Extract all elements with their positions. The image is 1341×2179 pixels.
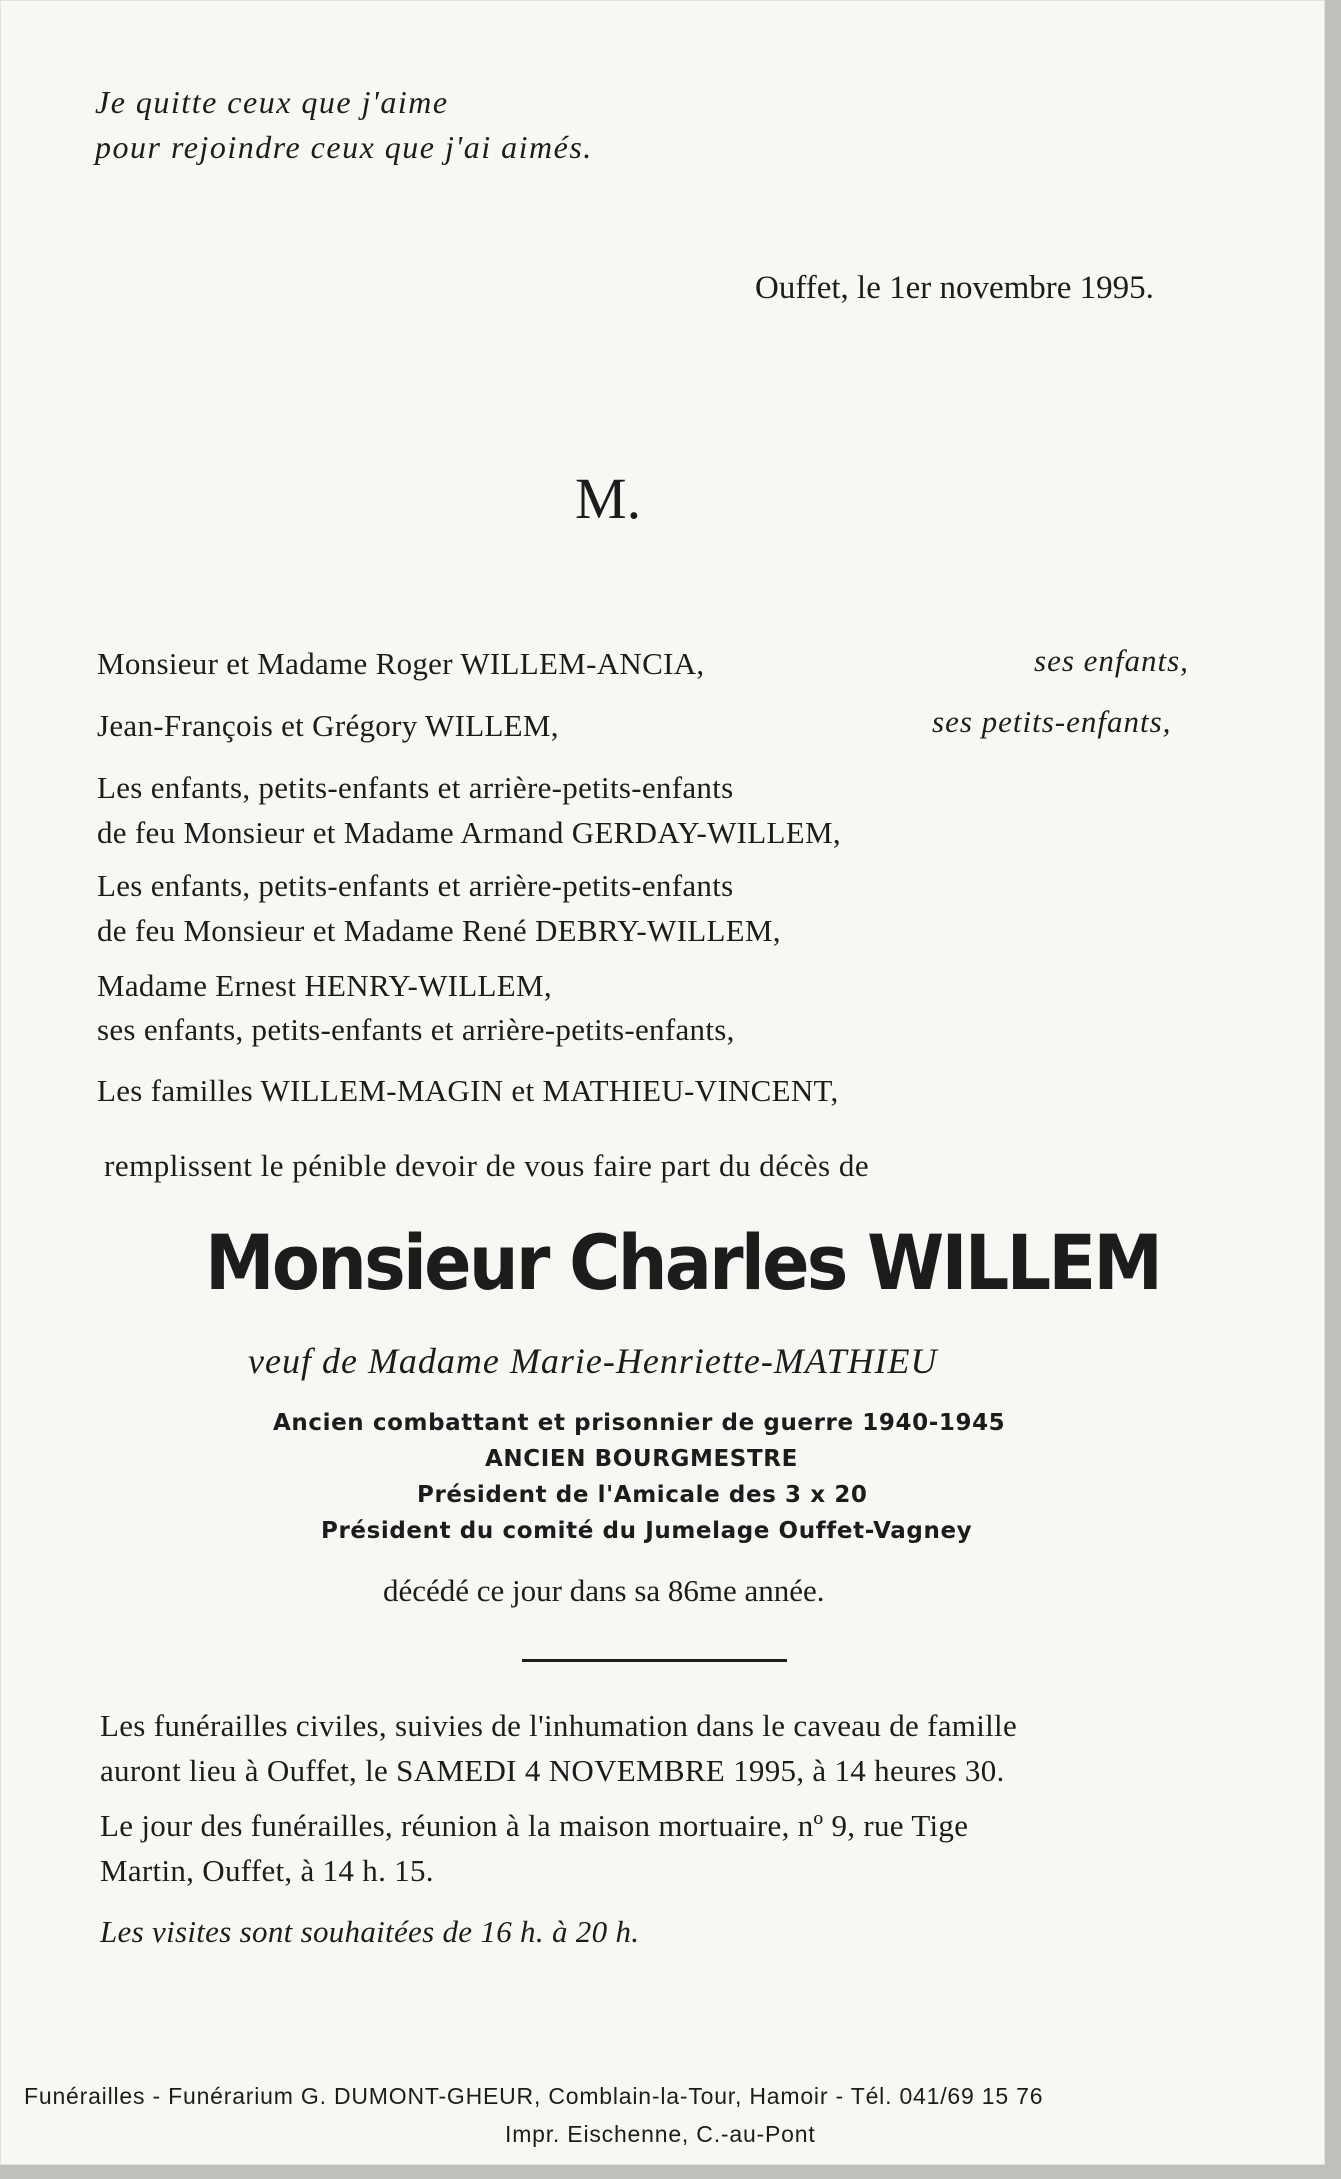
family-relation: ses petits-enfants, <box>932 704 1172 739</box>
family-line: Madame Ernest HENRY-WILLEM, <box>97 968 552 1003</box>
family-line: ses enfants, petits-enfants et arrière-petits-enfants, <box>97 1012 735 1047</box>
family-line: Les familles WILLEM-MAGIN et MATHIEU-VINCENT, <box>97 1073 839 1108</box>
announcement: remplissent le pénible devoir de vous faire part du décès de <box>104 1148 870 1183</box>
title-line: Président de l'Amicale des 3 x 20 <box>417 1482 868 1508</box>
deceased-name: Monsieur Charles WILLEM <box>205 1218 1161 1307</box>
family-relation: ses enfants, <box>1034 643 1189 678</box>
death-line: décédé ce jour dans sa 86me année. <box>383 1573 825 1608</box>
funeral-line: Martin, Ouffet, à 14 h. 15. <box>100 1853 434 1888</box>
undertaker-line: Funérailles - Funérarium G. DUMONT-GHEUR, Comblain-la-Tour, Hamoir - Tél. 041/69 15 76 <box>24 2083 1044 2109</box>
family-line: Monsieur et Madame Roger WILLEM-ANCIA, <box>97 646 705 681</box>
epigraph-line-1: Je quitte ceux que j'aime <box>95 84 449 120</box>
place-date: Ouffet, le 1er novembre 1995. <box>755 270 1154 306</box>
title-line: Président du comité du Jumelage Ouffet-Vagney <box>321 1518 973 1544</box>
divider <box>522 1659 787 1662</box>
funeral-line: Les funérailles civiles, suivies de l'inhumation dans le caveau de famille <box>100 1708 1018 1743</box>
family-line: Les enfants, petits-enfants et arrière-petits-enfants <box>97 770 734 805</box>
epigraph-line-2: pour rejoindre ceux que j'ai aimés. <box>95 129 593 165</box>
family-line: Les enfants, petits-enfants et arrière-petits-enfants <box>97 868 734 903</box>
widower-line: veuf de Madame Marie-Henriette-MATHIEU <box>248 1341 938 1381</box>
funeral-line: auront lieu à Ouffet, le SAMEDI 4 NOVEMBRE 1995, à 14 heures 30. <box>100 1753 1005 1788</box>
initial: M. <box>575 466 642 531</box>
title-line: ANCIEN BOURGMESTRE <box>485 1446 798 1472</box>
visits-line: Les visites sont souhaitées de 16 h. à 20 h. <box>100 1914 640 1949</box>
family-line: Jean-François et Grégory WILLEM, <box>97 708 559 743</box>
family-line: de feu Monsieur et Madame René DEBRY-WILLEM, <box>97 913 781 948</box>
family-line: de feu Monsieur et Madame Armand GERDAY-WILLEM, <box>97 815 841 850</box>
title-line: Ancien combattant et prisonnier de guerre 1940-1945 <box>273 1410 1006 1436</box>
printer-line: Impr. Eischenne, C.-au-Pont <box>505 2121 816 2147</box>
funeral-line: Le jour des funérailles, réunion à la maison mortuaire, nº 9, rue Tige <box>100 1808 969 1843</box>
